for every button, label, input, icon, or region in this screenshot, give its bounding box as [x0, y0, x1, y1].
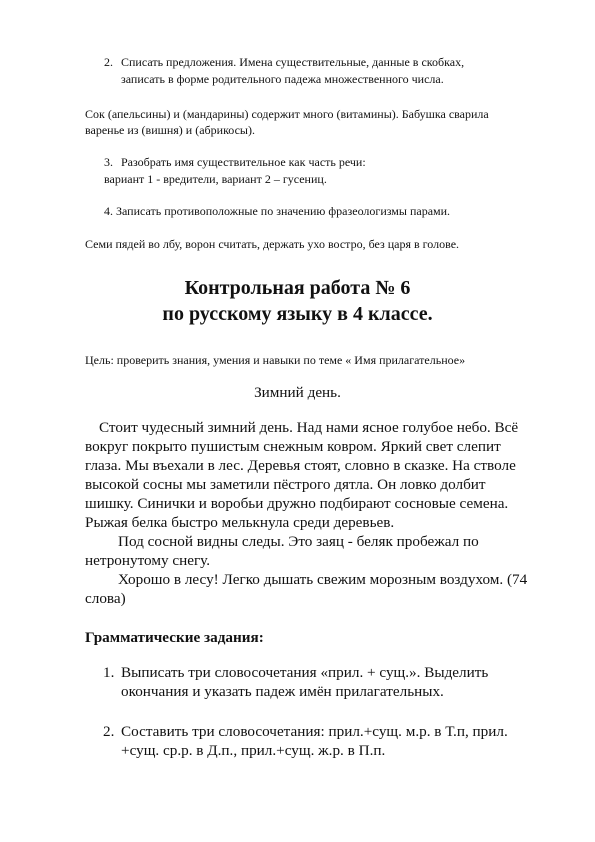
task-2-number: 2.: [104, 55, 113, 69]
dictation-line: вокруг покрыто пушистым снежным ковром. Яркий свет слепит: [85, 438, 501, 455]
dictation-line: Рыжая белка быстро мелькнула среди деревьев.: [85, 514, 395, 531]
dictation-line: глаза. Мы въехали в лес. Деревья стоят, словно в сказке. На стволе: [85, 457, 516, 474]
grammar-heading: Грамматические задания:: [85, 629, 264, 646]
dictation-line: слова): [85, 590, 126, 607]
task-2-line-2: записать в форме родительного падежа множественного числа.: [121, 72, 444, 86]
task-4-text-line-1: Семи пядей во лбу, ворон считать, держать ухо востро, без царя в голове.: [85, 237, 460, 251]
goal-text: Цель: проверить знания, умения и навыки по теме « Имя прилагательное»: [85, 353, 466, 367]
grammar-item-1-line-1: Выписать три словосочетания «прил. + сущ.». Выделить: [121, 664, 489, 681]
page-title-line-2: по русскому языку в 4 классе.: [162, 303, 433, 325]
dictation-line: Стоит чудесный зимний день. Над нами ясное голубое небо. Всё: [99, 419, 519, 436]
grammar-item-2-line-2: +сущ. ср.р. в Д.п., прил.+сущ. ж.р. в П.п.: [121, 742, 386, 759]
dictation-title: Зимний день.: [254, 384, 341, 401]
task-3-line-2: вариант 1 - вредители, вариант 2 – гусениц.: [104, 172, 327, 186]
task-4-line-1: 4. Записать противоположные по значению фразеологизмы парами.: [104, 204, 451, 218]
task-2-text-line-2: варенье из (вишня) и (абрикосы).: [85, 123, 255, 137]
grammar-item-1-line-2: окончания и указать падеж имён прилагательных.: [121, 683, 444, 700]
task-3-line-1: Разобрать имя существительное как часть речи:: [121, 155, 366, 169]
dictation-line: Под сосной видны следы. Это заяц - беляк пробежал по: [118, 533, 479, 550]
task-2-text-line-1: Сок (апельсины) и (мандарины) содержит много (витамины). Бабушка сварила: [85, 107, 489, 121]
grammar-item-2-number: 2.: [103, 723, 115, 740]
dictation-line: Хорошо в лесу! Легко дышать свежим морозным воздухом. (74: [118, 571, 528, 588]
task-2-line-1: Списать предложения. Имена существительные, данные в скобках,: [121, 55, 465, 69]
grammar-item-1-number: 1.: [103, 664, 115, 681]
task-3-number: 3.: [104, 155, 113, 169]
dictation-line: нетронутому снегу.: [85, 552, 211, 569]
grammar-item-2-line-1: Составить три словосочетания: прил.+сущ. м.р. в Т.п, прил.: [121, 723, 508, 740]
dictation-line: высокой сосны мы заметили пёстрого дятла. Он ловко долбит: [85, 476, 486, 493]
dictation-line: шишку. Синички и воробьи дружно подбирают сосновые семена.: [85, 495, 509, 512]
page-title-line-1: Контрольная работа № 6: [184, 277, 411, 299]
